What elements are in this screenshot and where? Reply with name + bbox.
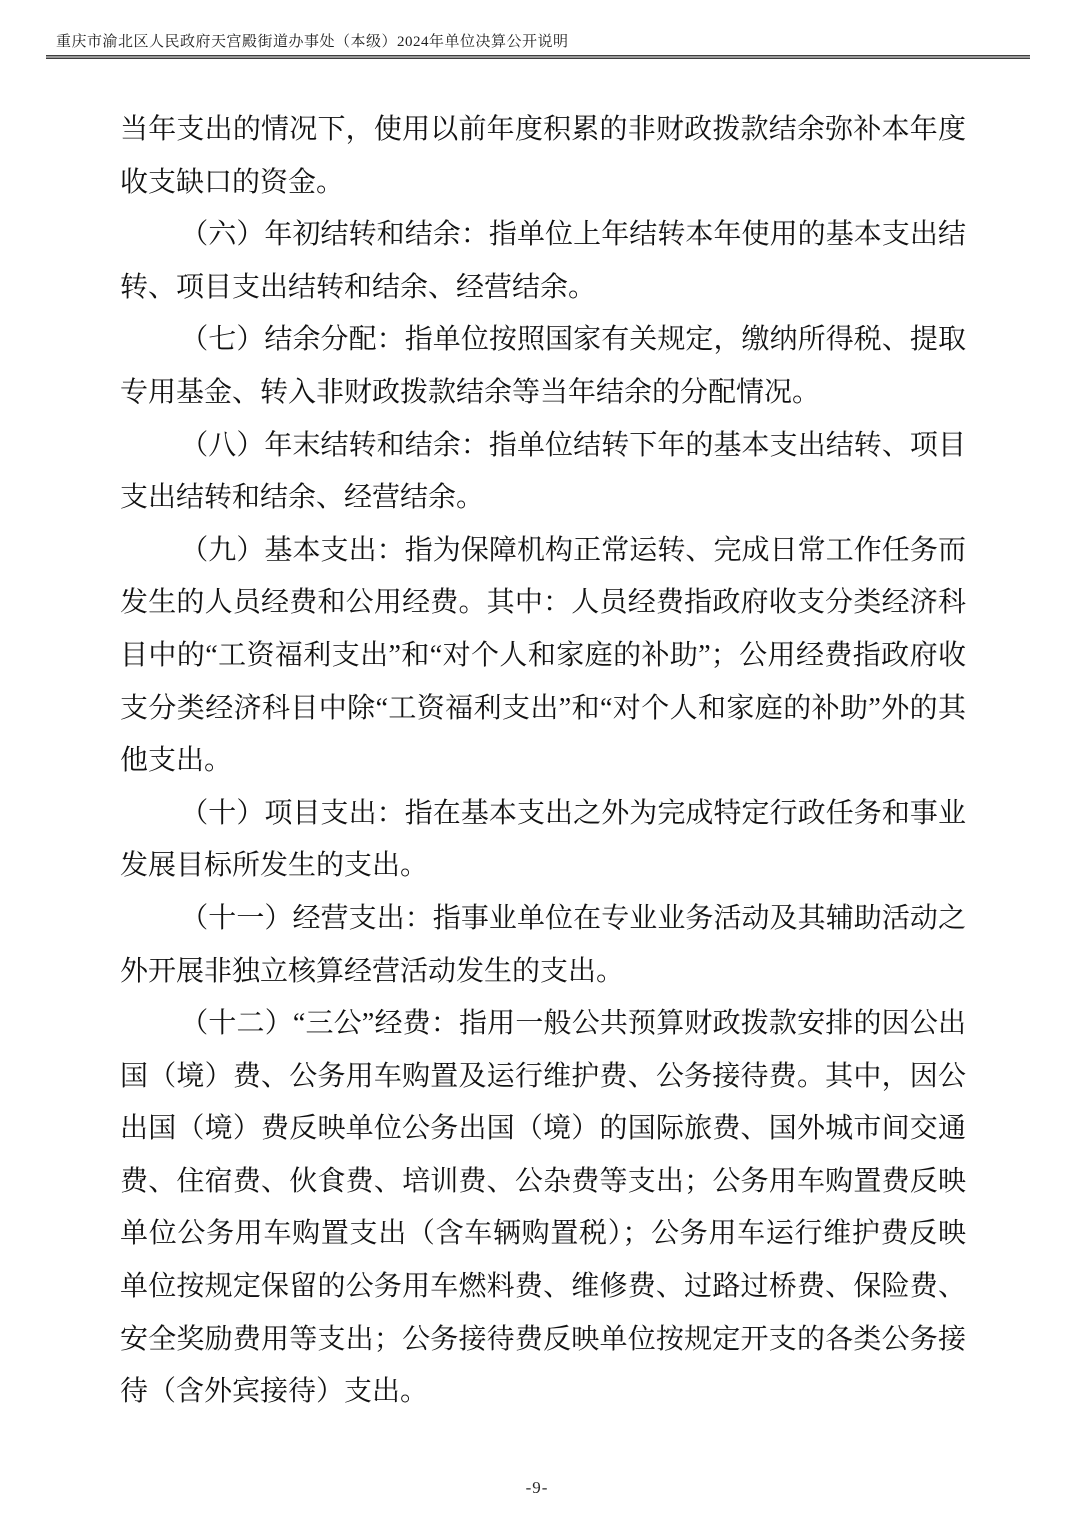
body-paragraph: 当年支出的情况下，使用以前年度积累的非财政拨款结余弥补本年度收支缺口的资金。 <box>120 114 966 198</box>
body-text <box>120 104 966 1419</box>
body-paragraph: （六）年初结转和结余：指单位上年结转本年使用的基本支出结转、项目支出结转和结余、经营结余。 <box>120 219 966 303</box>
page-number: -9- <box>525 1478 549 1497</box>
body-paragraph: （七）结余分配：指单位按照国家有关规定，缴纳所得税、提取专用基金、转入非财政拨款结余等当年结余的分配情况。 <box>120 324 966 408</box>
body-paragraph: （八）年末结转和结余：指单位结转下年的基本支出结转、项目支出结转和结余、经营结余。 <box>120 429 966 514</box>
header-title: 重庆市渝北区人民政府天宫殿街道办事处（本级）2024年单位决算公开说明 <box>56 34 569 50</box>
body-paragraph: （十）项目支出：指在基本支出之外为完成特定行政任务和事业发展目标所发生的支出。 <box>120 797 966 882</box>
body-paragraph: （九）基本支出：指为保障机构正常运转、完成日常工作任务而发生的人员经费和公用经费。其中：人员经费指政府收支分类经济科目中的“工资福利支出”和“对个人和家庭的补助”；公用经费指政府收支分类经济科目中除“工资福利支出”和“对个人和家庭的补助”外的其他支出。 <box>120 534 966 777</box>
page-header <box>56 30 1031 51</box>
body-paragraph: （十一）经营支出：指事业单位在专业业务活动及其辅助活动之外开展非独立核算经营活动发生的支出。 <box>120 902 966 987</box>
header-rule-divider <box>46 55 1030 59</box>
body-paragraph: （十二）“三公”经费：指用一般公共预算财政拨款安排的因公出国（境）费、公务用车购置及运行维护费、公务接待费。其中，因公出国（境）费反映单位公务出国（境）的国际旅费、国外城市间交通费、住宿费、伙食费、培训费、公杂费等支出；公务用车购置费反映单位公务用车购置支出（含车辆购置税）；公务用车运行维护费反映单位按规定保留的公务用车燃料费、维修费、过路过桥费、保险费、安全奖励费用等支出；公务接待费反映单位按规定开支的各类公务接待（含外宾接待）支出。 <box>120 1008 966 1408</box>
